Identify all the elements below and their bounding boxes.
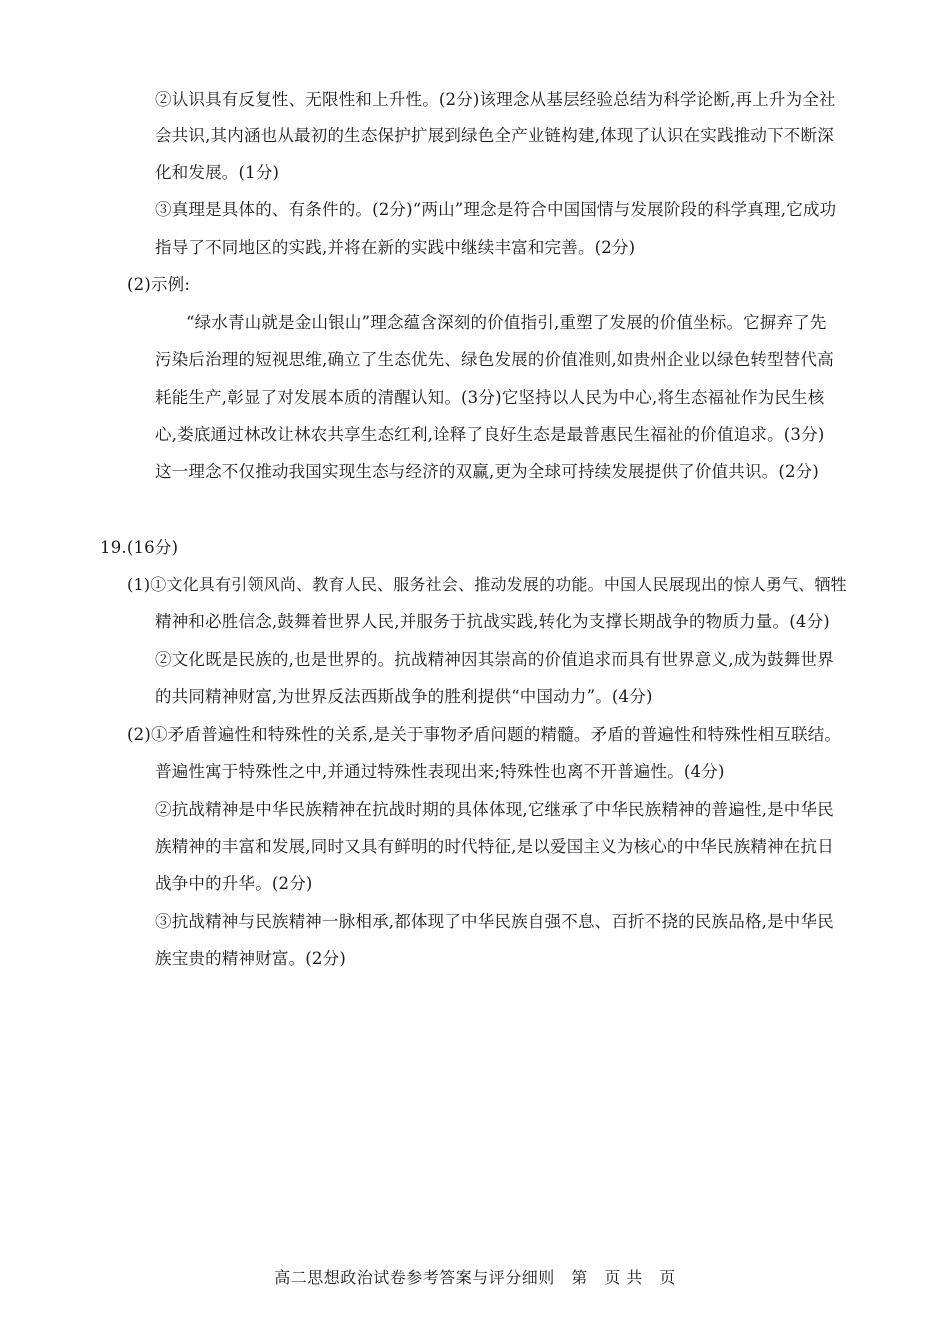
- question-number: 19.(16分): [100, 538, 179, 557]
- text-line: ②认识具有反复性、无限性和上升性。(2分)该理念从基层经验总结为科学论断,再上升为全社: [155, 90, 836, 109]
- text-line: 会共识,其内涵也从最初的生态保护扩展到绿色全产业链构建,体现了认识在实践推动下不断深: [155, 126, 834, 145]
- text-line: ③抗战精神与民族精神一脉相承,都体现了中华民族自强不息、百折不挠的民族品格,是中华民: [155, 912, 834, 931]
- text-line: (1)①文化具有引领风尚、教育人民、服务社会、推动发展的功能。中国人民展现出的惊人勇气、牺牲: [127, 575, 847, 594]
- text-line: 心,娄底通过林改让林农共享生态红利,诠释了良好生态是最普惠民生福祉的价值追求。(3分): [155, 425, 825, 444]
- text-line: 耗能生产,彰显了对发展本质的清醒认知。(3分)它坚持以人民为中心,将生态福祉作为民生核: [155, 388, 825, 407]
- text-line: “绿水青山就是金山银山”理念蕴含深刻的价值指引,重塑了发展的价值坐标。它摒弃了先: [186, 313, 827, 332]
- text-line: 污染后治理的短视思维,确立了生态优先、绿色发展的价值准则,如贵州企业以绿色转型替代高: [155, 350, 834, 369]
- text-line: 指导了不同地区的实践,并将在新的实践中继续丰富和完善。(2分): [155, 238, 636, 257]
- text-line: 这一理念不仅推动我国实现生态与经济的双赢,更为全球可持续发展提供了价值共识。(2分): [155, 462, 820, 481]
- text-line: 族精神的丰富和发展,同时又具有鲜明的时代特征,是以爱国主义为核心的中华民族精神在抗日: [155, 837, 834, 856]
- text-line: 化和发展。(1分): [155, 163, 280, 182]
- text-line: ②抗战精神是中华民族精神在抗战时期的具体体现,它继承了中华民族精神的普遍性,是中华民: [155, 800, 834, 819]
- text-line: 战争中的升华。(2分): [155, 874, 313, 893]
- text-line: (2)①矛盾普遍性和特殊性的关系,是关于事物矛盾问题的精髓。矛盾的普遍性和特殊性相互联结。: [127, 725, 842, 744]
- text-line: 普遍性寓于特殊性之中,并通过特殊性表现出来;特殊性也离不开普遍性。(4分): [155, 762, 725, 781]
- text-line: 的共同精神财富,为世界反法西斯战争的胜利提供“中国动力”。(4分): [155, 687, 653, 706]
- text-line: 精神和必胜信念,鼓舞着世界人民,并服务于抗战实践,转化为支撑长期战争的物质力量。(4分): [155, 612, 830, 631]
- page-footer: 高二思想政治试卷参考答案与评分细则 第 页 共 页: [274, 1268, 676, 1287]
- text-line: (2)示例:: [127, 275, 191, 294]
- text-line: 族宝贵的精神财富。(2分): [155, 949, 346, 968]
- text-line: ③真理是具体的、有条件的。(2分)“两山”理念是符合中国国情与发展阶段的科学真理,它成功: [155, 200, 837, 219]
- text-line: ②文化既是民族的,也是世界的。抗战精神因其崇高的价值追求而具有世界意义,成为鼓舞世界: [155, 650, 834, 669]
